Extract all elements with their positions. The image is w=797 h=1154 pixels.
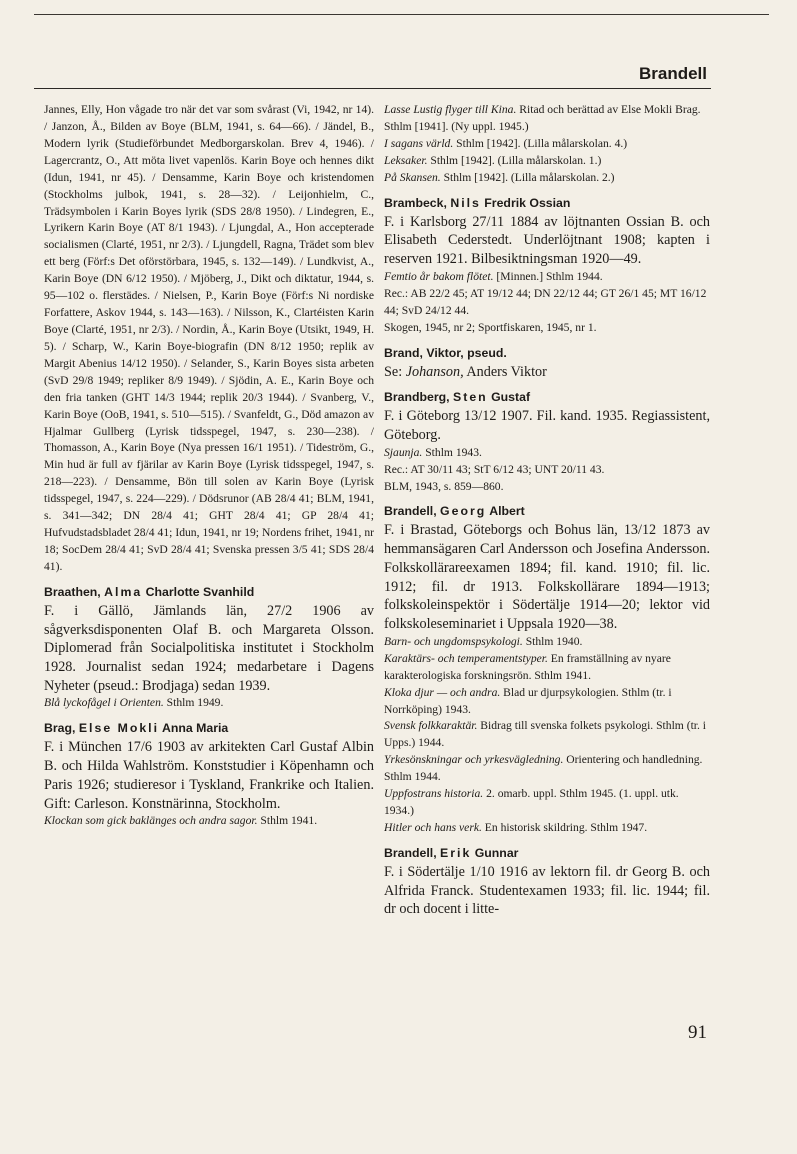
work-details: En framställning av nyare karakterologiska forskningsrön. Sthlm 1941. (384, 651, 671, 682)
entry-surname: Braathen, (44, 584, 101, 599)
entry-other-names: Anna Maria (161, 721, 229, 736)
entry-heading (44, 585, 374, 599)
left-entries (44, 585, 374, 830)
work-details: Rec.: AB 22/2 45; AT 19/12 44; DN 22/12 44; GT 26/1 45; MT 16/12 44; SvD 24/12 44. (384, 286, 707, 317)
work-item (44, 813, 374, 830)
work-item (384, 286, 710, 320)
entry-other-names: Gunnar (474, 845, 519, 860)
biography-entry (384, 196, 710, 337)
biography-entry (384, 346, 710, 382)
entry-given-name: Sten (453, 390, 488, 405)
work-details: 2. omarb. uppl. Sthlm 1945. (1. uppl. utk. 1934.) (384, 787, 679, 818)
entry-other-names: Fredrik Ossian (484, 195, 571, 210)
cross-ref-prefix: Se: (384, 363, 406, 380)
work-details: [Minnen.] Sthlm 1944. (493, 269, 603, 283)
entry-biography: F. i Karlsborg 27/11 1884 av löjtnanten Ossian B. och Elisabeth Cederstedt. Underlöjtnant 1908; kapten i reserven 1921. Bilbesiktningsman 1920—49. (384, 213, 710, 268)
work-details: Rec.: AT 30/11 43; StT 6/12 43; UNT 20/11 43. (384, 462, 605, 476)
right-entries (384, 196, 710, 920)
entry-given-name: Erik (440, 845, 472, 860)
entry-other-names: Albert (489, 504, 525, 519)
entry-biography: F. i Göteborg 13/12 1907. Fil. kand. 1935. Regiassistent, Göteborg. (384, 408, 710, 443)
work-item (384, 136, 710, 153)
continuation-works (384, 102, 710, 187)
work-item (384, 102, 710, 136)
work-item (384, 752, 710, 786)
cross-ref-rest: Anders Viktor (463, 363, 547, 380)
work-title: I sagans värld. (384, 136, 454, 150)
entry-surname: Brand, Viktor, pseud. (384, 345, 507, 360)
continuation-references: Jannes, Elly, Hon vågade tro när det var som svårast (Vi, 1942, nr 14). / Janzon, Å., Bilden av Boye (BLM, 1941, s. 64—66). / Jändel, B., Modern lyrik (Studieförbundet Medborgarskolan. Brev 4, 1946). / Lagercrantz, O., Att möta livet vapenlös. Karin Boye och hennes dikt (Idun, 1941, nr 45). / Densamme, Karin Boye och kristendomen (Stockholms julbok, 1941, s. 28—32). / Leijonhielm, C., Trädsymbolen i Karin Boyes lyrik (SDS 28/8 1950). / Lindegren, E., Lyrikern Karin Boye (AT 8/1 1943). / Ljungdal, A., Hon accepterade socialismen (Clarté, 1951, nr 2/3). / Ljungdell, Ragna, Trädet som blev ett berg (Förf:s Det oförstörbara, 1945, s. 132—149). / Lundkvist, A., Karin Boye (DN 6/12 1950). / Mjöberg, J., Dikt och diktatur, 1944, s. 95—102 o. flerstädes. / Nielsen, P., Karin Boye (Förf:s Ni nordiske Forfattere, Askov 1944, s. 143—163). / Nilsson, K., Clartéisten Karin Boye (Clarté, 1951, nr 2/3). / Nordin, Å., Karin Boye (Utsikt, 1949, H. 5). / Scharp, W., Karin Boye-biografin (DN 8/12 1950; replik av Margit Abenius 14/12 1950). / Selander, S., Karin Boyes sista arbeten (SvD 29/8 1949; repliker 8/9 1949). / Sjödin, A. E., Karin Boye och den fria tanken (GHT 14/3 1944; replik 20/3 1944). / Svanberg, V., Karin Boye (OoB, 1941, s. 510—515). / Svanfeldt, G., Död amazon av Hjalmar Gullberg (Lyrisk tidsspegel, 1947, s. 230—238). / Thomasson, A., Karin Boye (Nya pressen 16/1 1951). / Tideström, G., Min hud är full av fjärilar av Karin Boye (Lyrisk tidsspegel, 1947, s. 218—223). / Densamme, Bön till solen av Karin Boye (Lyrisk tidsspegel, 1947, s. 224—229). / Dödsrunor (AB 28/4 41; BLM, 1941, s. 341—342; DN 28/4 41; GHT 28/4 41; GP 28/4 41; Hufvudstadsbladet 28/4 41; Idun, 1941, nr 19; Nordens frihet, 1941, nr 18; SocDem 28/4 41; SvD 28/4 41; Svenska pressen 3/5 41; SDS 28/4 41). (44, 103, 374, 573)
work-details: Orientering och handledning. Sthlm 1944. (384, 753, 703, 784)
entry-cross-reference (384, 363, 710, 382)
page-top-rule (34, 14, 769, 15)
entry-surname: Brandell, (384, 504, 437, 519)
biography-entry (44, 585, 374, 713)
work-item (384, 445, 710, 462)
work-title: Sjaunja. (384, 445, 423, 459)
work-details: Skogen, 1945, nr 2; Sportfiskaren, 1945, nr 1. (384, 320, 597, 334)
biography-entry (384, 390, 710, 495)
right-column (384, 102, 710, 919)
left-column (44, 102, 374, 830)
biography-entry (44, 721, 374, 830)
entry-biography: F. i Södertälje 1/10 1916 av lektorn fil. dr Georg B. och Alfrida Franck. Studentexamen 1933; fil. lic. 1944; fil. dr och docent i litte- (384, 863, 710, 918)
work-item (384, 153, 710, 170)
work-title: Blå lyckofågel i Orienten. (44, 696, 164, 710)
work-title: Hitler och hans verk. (384, 821, 482, 835)
work-title: Karaktärs- och temperamentstyper. (384, 651, 548, 665)
entry-other-names: Gustaf (491, 390, 531, 405)
entry-surname: Brambeck, (384, 195, 447, 210)
entry-biography: F. i München 17/6 1903 av arkitekten Carl Gustaf Albin B. och Hilda Wahlström. Konststudier i Köpenhamn och Paris 1926; studieresor i Tyskland, Frankrike och Italien. Gift: Carleson. Konstnärinna, Stockholm. (44, 739, 374, 812)
entry-given-name: Alma (104, 584, 143, 599)
work-item (384, 820, 710, 837)
work-details: Sthlm 1941. (257, 814, 318, 828)
work-item (44, 695, 374, 712)
cross-ref-name: Johanson, (405, 363, 464, 380)
entry-biography: F. i Gällö, Jämlands län, 27/2 1906 av sågverksdisponenten Olaf B. och Margareta Olsson. Diplomerad från Socialpolitiska institutet i Stockholm 1928. Journalist sedan 1924; medarbetare i Dagens Nyheter (pseud.: Brodjaga) sedan 1939. (44, 602, 374, 694)
work-details: Bidrag till svenska folkets psykologi. Sthlm (tr. i Upps.) 1944. (384, 719, 707, 750)
work-item (384, 685, 710, 719)
work-title: Uppfostrans historia. (384, 787, 484, 801)
work-details: Sthlm [1942]. (Lilla målarskolan. 4.) (453, 136, 628, 150)
entry-heading (384, 346, 710, 360)
entry-heading (384, 504, 710, 518)
work-details: BLM, 1943, s. 859—860. (384, 479, 504, 493)
entry-other-names: Charlotte Svanhild (145, 584, 255, 599)
work-item (384, 786, 710, 820)
running-header: Brandell (638, 64, 707, 83)
entry-given-name: Nils (450, 195, 481, 210)
entry-heading (44, 721, 374, 735)
work-title: Klockan som gick baklänges och andra sagor. (44, 814, 258, 828)
page-number: 91 (688, 1022, 707, 1043)
entry-heading (384, 846, 710, 860)
entry-given-name: Georg (440, 504, 487, 519)
work-title: Svensk folkkaraktär. (384, 719, 478, 733)
biography-entry (384, 846, 710, 919)
work-details: En historisk skildring. Sthlm 1947. (481, 821, 648, 835)
work-details: Sthlm 1940. (522, 634, 583, 648)
entry-heading (384, 390, 710, 404)
work-item (384, 479, 710, 496)
work-details: Sthlm [1942]. (Lilla målarskolan. 1.) (427, 153, 602, 167)
work-item (384, 320, 710, 337)
work-item (384, 170, 710, 187)
header-rule (34, 88, 711, 89)
entry-surname: Brandberg, (384, 390, 450, 405)
biography-entry (384, 504, 710, 836)
work-title: Femtio år bakom flötet. (384, 269, 494, 283)
work-details: Ritad och berättad av Else Mokli Brag. Sthlm [1941]. (Ny uppl. 1945.) (384, 103, 701, 133)
work-item (384, 651, 710, 685)
entry-heading (384, 196, 710, 210)
entry-biography: F. i Brastad, Göteborgs och Bohus län, 13/12 1873 av hemmansägaren Carl Andersson och Josefina Andersson. Folkskollärareexamen 1894; fil. kand. 1910; fil. lic. 1912; fil. dr 1913. Folkskollärare 1894—1913; folkskoleinspektör i Södertälje 1914—20; lektor vid folkskoleseminariet i Uppsala 1920—38. (384, 522, 710, 633)
work-details: Sthlm 1949. (163, 696, 224, 710)
work-item (384, 269, 710, 286)
entry-given-name: Else Mokli (78, 721, 159, 736)
work-title: Barn- och ungdomspsykologi. (384, 634, 523, 648)
work-item (384, 718, 710, 752)
work-title: Leksaker. (384, 153, 428, 167)
work-title: Lasse Lustig flyger till Kina. (384, 103, 517, 116)
work-details: Sthlm [1942]. (Lilla målarskolan. 2.) (440, 170, 615, 184)
entry-surname: Brandell, (384, 845, 437, 860)
work-title: Kloka djur — och andra. (384, 685, 501, 699)
work-title: På Skansen. (384, 170, 441, 184)
work-item (384, 462, 710, 479)
work-details: Sthlm 1943. (422, 445, 482, 459)
work-details: Blad ur djurpsykologien. Sthlm (tr. i Norrköping) 1943. (384, 685, 672, 716)
work-title: Yrkesönskningar och yrkesvägledning. (384, 753, 564, 767)
entry-surname: Brag, (44, 721, 76, 736)
work-item (384, 634, 710, 651)
